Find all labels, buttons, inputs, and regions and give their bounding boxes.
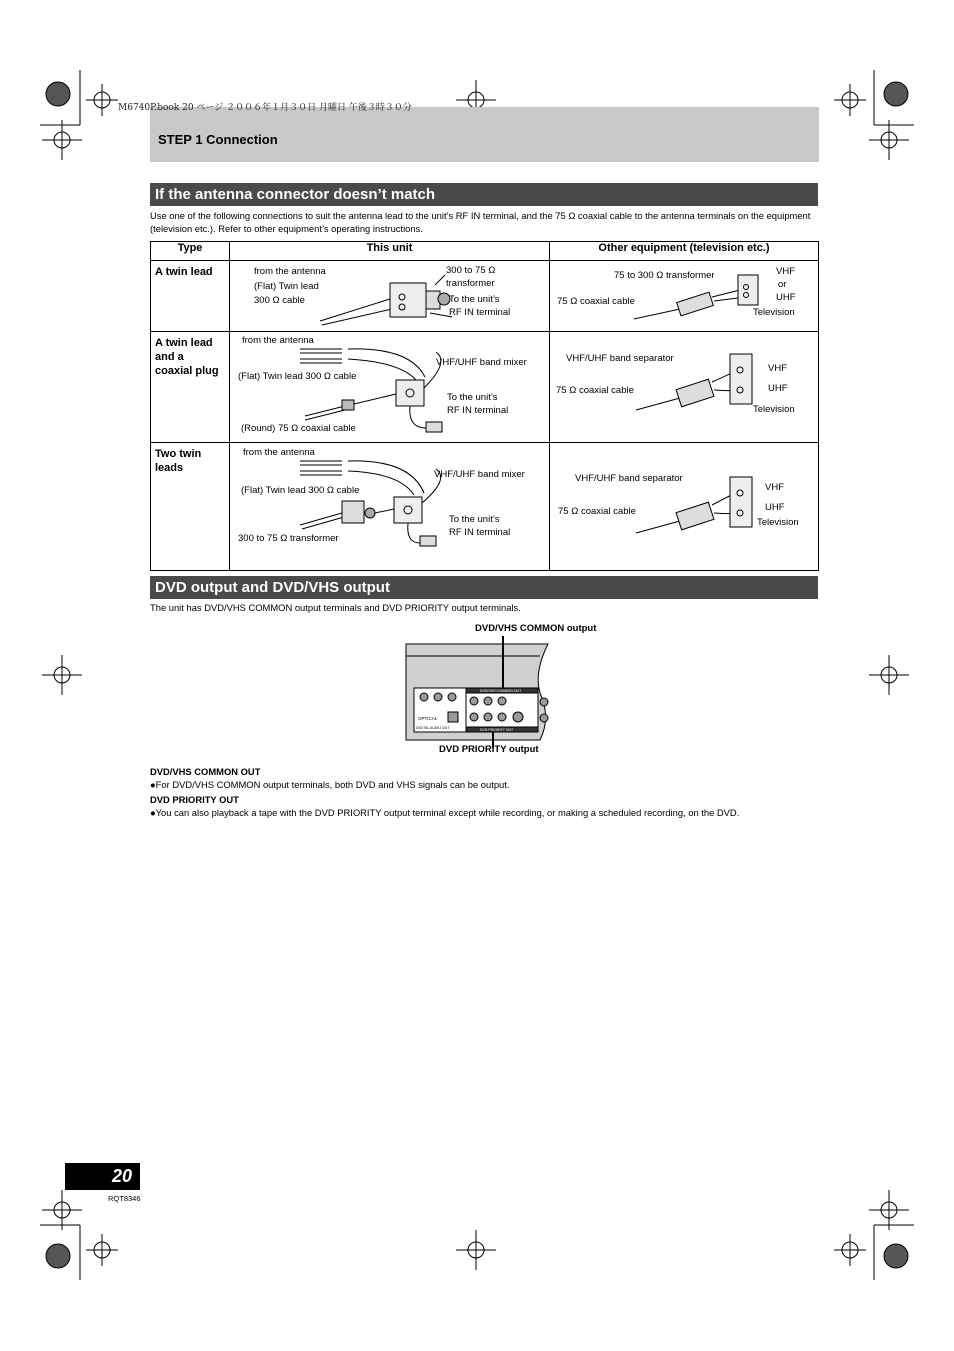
- callout-common-output: DVD/VHS COMMON output: [475, 623, 597, 634]
- common-out-heading: DVD/VHS COMMON OUT: [150, 766, 261, 777]
- row-type-twin-lead: A twin lead: [151, 261, 230, 332]
- table-row: [151, 332, 819, 443]
- header-this-unit: This unit: [230, 242, 550, 261]
- label-flat-twin-lead: (Flat) Twin lead 300 Ω cable: [241, 485, 360, 496]
- common-out-text: ●For DVD/VHS COMMON output terminals, both DVD and VHS signals can be output.: [150, 779, 510, 790]
- label-coax: 75 Ω coaxial cable: [556, 385, 634, 396]
- other-diagram-twin-coax: [550, 332, 819, 443]
- label-from-antenna: from the antenna: [242, 335, 314, 346]
- label-flat-twin-lead: (Flat) Twin lead 300 Ω cable: [238, 371, 357, 382]
- table-row: [151, 443, 819, 571]
- label-from-antenna: from the antenna: [254, 266, 326, 277]
- type-line: Two twin: [155, 448, 202, 460]
- label-band-mixer: VHF/UHF band mixer: [436, 357, 527, 368]
- label-vhf: VHF: [776, 266, 795, 277]
- header-type: Type: [151, 242, 230, 261]
- panel-common-label: DVD/VHS COMMON OUT: [480, 689, 522, 693]
- label-rf-in-1: To the unit’s: [447, 392, 498, 403]
- label-vhf: VHF: [768, 363, 787, 374]
- label-band-mixer: VHF/UHF band mixer: [434, 469, 525, 480]
- unit-diagram-twin-lead: [230, 261, 550, 332]
- dvd-output-intro: The unit has DVD/VHS COMMON output terminals and DVD PRIORITY output terminals.: [150, 602, 521, 613]
- type-line: A twin lead: [155, 337, 213, 349]
- rear-panel-illustration: [400, 636, 560, 748]
- panel-optical-label: OPTICAL: [418, 716, 438, 721]
- unit-diagram-two-twin: [230, 443, 550, 571]
- table-header-row: [151, 242, 819, 261]
- antenna-intro: Use one of the following connections to suit the antenna lead to the unit’s RF IN terminal, and the 75 Ω coaxial cable to the antenna terminals on the equipment (television etc.). Refer to other equipment’s operating instructions.: [150, 210, 811, 234]
- label-transformer: 300 to 75 Ω transformer: [238, 533, 339, 544]
- label-transformer-1: 300 to 75 Ω: [446, 265, 496, 276]
- step-title: STEP 1 Connection: [158, 132, 278, 147]
- label-or: or: [778, 279, 787, 290]
- row-type-two-twin: [151, 443, 230, 571]
- table-row: [151, 261, 819, 332]
- panel-priority-label: DVD PRIORITY OUT: [480, 728, 514, 732]
- connection-table: [150, 241, 819, 571]
- two-twin-unit-illustration: [230, 443, 550, 570]
- label-from-antenna: from the antenna: [243, 447, 315, 458]
- label-rf-in-2: RF IN terminal: [449, 527, 511, 538]
- label-band-separator: VHF/UHF band separator: [566, 353, 674, 364]
- label-television: Television: [757, 517, 799, 528]
- header-other-equipment: Other equipment (television etc.): [550, 242, 819, 261]
- label-uhf: UHF: [765, 502, 785, 513]
- label-round-coax: (Round) 75 Ω coaxial cable: [241, 423, 356, 434]
- label-rf-in-2: RF IN terminal: [447, 405, 509, 416]
- priority-out-heading: DVD PRIORITY OUT: [150, 794, 239, 805]
- other-diagram-two-twin: [550, 443, 819, 571]
- type-line: leads: [155, 462, 184, 474]
- label-rf-in-1: To the unit’s: [449, 294, 500, 305]
- page-number: 20: [65, 1163, 140, 1190]
- section-title-antenna: If the antenna connector doesn’t match: [150, 183, 818, 206]
- file-info-line: M6740P.book 20 ページ ２００６年１月３０日 月曜日 午後３時３０分: [118, 103, 412, 113]
- label-uhf: UHF: [776, 292, 796, 303]
- label-television: Television: [753, 404, 795, 415]
- label-coax: 75 Ω coaxial cable: [558, 506, 636, 517]
- label-band-separator: VHF/UHF band separator: [575, 473, 683, 484]
- label-transformer-2: transformer: [446, 278, 495, 289]
- priority-out-text: ●You can also playback a tape with the DVD PRIORITY output terminal except while recording, or making a scheduled recording, on the DVD.: [150, 807, 740, 818]
- panel-digital-label: DIGITAL AUDIO OUT: [416, 726, 450, 730]
- label-coax: 75 Ω coaxial cable: [557, 296, 635, 307]
- type-line: and a: [155, 351, 184, 363]
- label-300-cable: 300 Ω cable: [254, 295, 305, 306]
- unit-diagram-twin-coax: [230, 332, 550, 443]
- label-flat-twin-lead: (Flat) Twin lead: [254, 281, 319, 292]
- label-vhf: VHF: [765, 482, 784, 493]
- document-code: RQT8346: [108, 1194, 141, 1203]
- label-uhf: UHF: [768, 383, 788, 394]
- label-rf-in-1: To the unit’s: [449, 514, 500, 525]
- label-television: Television: [753, 307, 795, 318]
- section-title-dvd-output: DVD output and DVD/VHS output: [150, 576, 818, 599]
- callout-priority-output: DVD PRIORITY output: [439, 744, 539, 755]
- label-75-300-transformer: 75 to 300 Ω transformer: [614, 270, 715, 281]
- type-line: coaxial plug: [155, 365, 219, 377]
- row-type-twin-coax: [151, 332, 230, 443]
- label-rf-in-2: RF IN terminal: [449, 307, 511, 318]
- other-diagram-twin-lead: [550, 261, 819, 332]
